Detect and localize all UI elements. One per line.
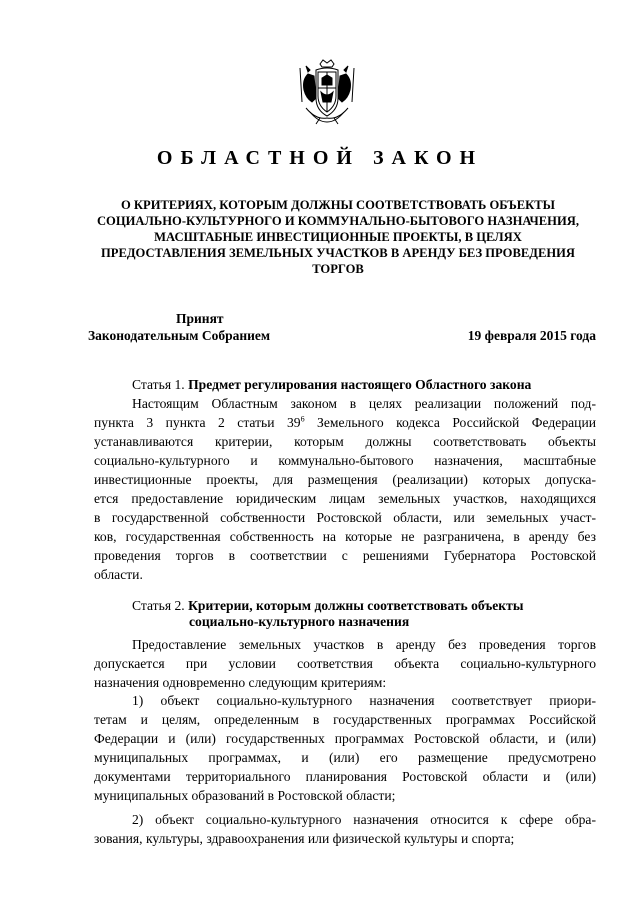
article-1-line: пункта 3 пункта 2 статьи $39^6$ Земельного кодекса Российской Федерации xyxy=(94,414,596,430)
adopted-label: Принят xyxy=(176,311,224,326)
article-2-intro xyxy=(94,635,596,692)
law-title-line: ТОРГОВ xyxy=(312,262,364,276)
item-1-line: муниципальных образований в Ростовской области; xyxy=(94,788,396,803)
item-1-line: документами территориального планирования Ростовской области и (или) xyxy=(94,769,596,784)
adoption-block xyxy=(88,310,596,344)
article-2-item-1 xyxy=(94,691,596,805)
article-1-label: Статья 1. xyxy=(132,377,185,392)
article-1-line: ется предоставление юридическим лицам земельных участков, находящихся xyxy=(94,491,596,506)
law-title-line: СОЦИАЛЬНО-КУЛЬТУРНОГО И КОММУНАЛЬНО-БЫТОВОГО НАЗНАЧЕНИЯ, xyxy=(96,214,580,228)
superscript: 6 xyxy=(300,414,305,424)
article-1-line: Настоящим Областным законом в целях реализации положений под- xyxy=(132,396,596,411)
item-1-line: муниципальных программах, и (или) его размещение предусмотрено xyxy=(94,750,596,765)
article-2 xyxy=(94,596,596,631)
article-1 xyxy=(94,375,596,584)
article-2-label: Статья 2. xyxy=(132,598,185,613)
item-1-line: тетам и целям, определенным в государственных программах Российской xyxy=(94,712,596,727)
coat-of-arms-emblem xyxy=(296,58,358,126)
article-2-line: Предоставление земельных участков в аренду без проведения торгов xyxy=(132,637,596,652)
article-2-line: назначения одновременно следующим критериям: xyxy=(94,675,387,690)
article-1-line: инвестиционные проекты, для размещения (реализации) которых допуска- xyxy=(94,472,596,487)
article-1-line: проведения торгов в соответствии с решениями Губернатора Ростовской xyxy=(94,548,596,563)
adoption-date: 19 февраля 2015 года xyxy=(467,328,596,343)
article-1-line: области. xyxy=(94,567,143,582)
law-title-line: О КРИТЕРИЯХ, КОТОРЫМ ДОЛЖНЫ СООТВЕТСТВОВАТЬ ОБЪЕКТЫ xyxy=(120,198,556,212)
adopting-body: Законодательным Собранием xyxy=(88,328,271,343)
item-2-line: зования, культуры, здравоохранения или физической культуры и спорта; xyxy=(94,831,515,846)
law-title-line: МАСШТАБНЫЕ ИНВЕСТИЦИОННЫЕ ПРОЕКТЫ, В ЦЕЛЯХ xyxy=(154,230,522,244)
article-2-title-cont: социально-культурного назначения xyxy=(189,614,410,629)
article-1-line: устанавливаются критерии, которым должны соответствовать объекты xyxy=(94,434,596,449)
article-2-line: допускается при условии соответствия объекта социально-культурного xyxy=(94,656,596,671)
article-1-line: социально-культурного и коммунально-бытового назначения, масштабные xyxy=(94,453,596,468)
law-title xyxy=(88,197,588,277)
article-2-item-2 xyxy=(94,810,596,848)
law-title-line: ПРЕДОСТАВЛЕНИЯ ЗЕМЕЛЬНЫХ УЧАСТКОВ В АРЕНДУ БЕЗ ПРОВЕДЕНИЯ xyxy=(100,246,576,260)
article-1-title: Предмет регулирования настоящего Областного закона xyxy=(188,377,532,392)
item-2-line: 2) объект социально-культурного назначения относится к сфере обра- xyxy=(132,812,596,827)
item-1-line: 1) объект социально-культурного назначения соответствует приори- xyxy=(132,693,596,708)
law-type-heading: ОБЛАСТНОЙ ЗАКОН xyxy=(156,147,484,169)
article-1-line: ков, государственная собственность на которые не разграничена, в аренду без xyxy=(94,529,596,544)
article-1-heading xyxy=(94,375,596,394)
item-1-line: Федерации и (или) государственных программах Ростовской области, и (или) xyxy=(94,731,596,746)
article-1-line: в государственной собственности Ростовской области, или земельных участ- xyxy=(94,510,596,525)
article-2-title: Критерии, которым должны соответствовать объекты xyxy=(188,598,524,613)
